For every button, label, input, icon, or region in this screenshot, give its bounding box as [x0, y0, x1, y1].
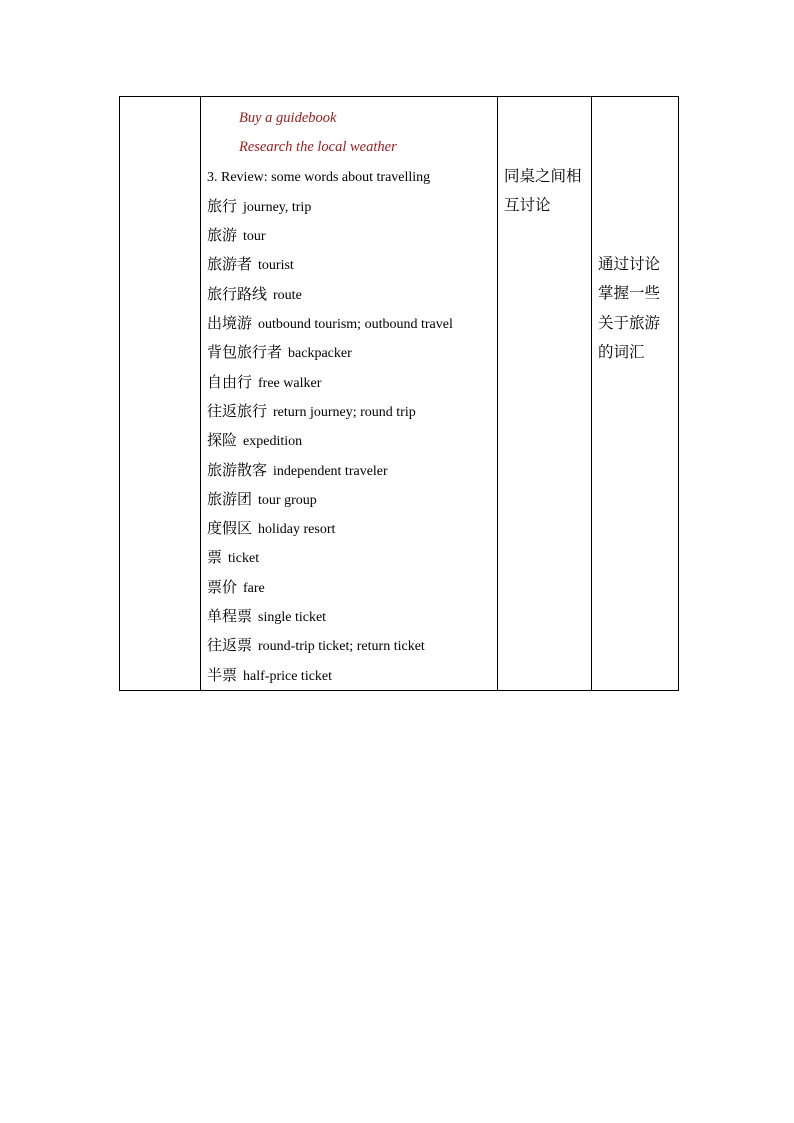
vocab-english: expedition: [243, 434, 303, 450]
vocab-chinese: 单程票: [207, 607, 253, 626]
vocab-item: [207, 250, 497, 279]
vocab-item: [207, 192, 497, 221]
vocab-item: [207, 543, 497, 572]
vocab-english: free walker: [258, 375, 322, 391]
vocab-item: [207, 631, 497, 660]
vocab-chinese: 探险: [207, 431, 238, 450]
vocab-english: return journey; round trip: [273, 404, 416, 420]
vocab-chinese: 往返旅行: [207, 401, 268, 420]
design-intent-text: [592, 97, 678, 367]
vocab-chinese: 票价: [207, 577, 238, 596]
table-row: [120, 97, 679, 691]
vocab-item: [207, 397, 497, 426]
design-intent-line: 通过讨论: [598, 255, 661, 273]
lesson-plan-table: [119, 96, 679, 691]
vocab-item: [207, 309, 497, 338]
vocab-item: [207, 485, 497, 514]
vocab-item: [207, 280, 497, 309]
vocab-english: backpacker: [288, 346, 352, 362]
vocab-chinese: 旅游: [207, 226, 238, 245]
vocab-item: [207, 661, 497, 690]
vocab-english: tour: [243, 229, 266, 245]
vocab-item: [207, 573, 497, 602]
teaching-content-cell: [201, 97, 498, 691]
vocab-item: [207, 456, 497, 485]
vocab-english: tour group: [258, 492, 317, 508]
teaching-content: [201, 97, 497, 690]
vocab-chinese: 旅游散客: [207, 460, 268, 479]
vocab-chinese: 旅游者: [207, 255, 253, 274]
student-activity-line: 互讨论: [504, 196, 551, 215]
vocab-item: [207, 426, 497, 455]
vocab-english: journey, trip: [243, 199, 312, 215]
vocab-chinese: 背包旅行者: [207, 343, 283, 362]
vocab-english: tourist: [258, 258, 294, 274]
student-activity-line: 同桌之间相: [504, 167, 582, 185]
vocab-chinese: 半票: [207, 665, 238, 684]
design-intent-cell: [592, 97, 679, 691]
vocab-english: fare: [243, 580, 265, 596]
design-intent-line: 的词汇: [598, 342, 645, 361]
vocab-item: [207, 221, 497, 250]
vocab-english: ticket: [228, 551, 260, 567]
vocab-chinese: 旅游团: [207, 489, 253, 508]
design-intent-line: 关于旅游: [598, 313, 661, 332]
vocab-chinese: 出境游: [207, 314, 253, 333]
review-heading: 3. Review: some words about travelling: [207, 169, 431, 185]
vocab-chinese: 往返票: [207, 636, 253, 655]
student-activity-text: [498, 97, 591, 221]
vocab-chinese: 票: [207, 548, 223, 567]
task-line-weather: Research the local weather: [239, 139, 397, 156]
vocab-english: half-price ticket: [243, 668, 333, 684]
vocab-chinese: 度假区: [207, 519, 253, 538]
design-intent-line: 掌握一些: [598, 284, 661, 303]
task-line-guidebook: Buy a guidebook: [239, 110, 337, 126]
blank-cell: [120, 97, 201, 691]
vocab-item: [207, 514, 497, 543]
vocab-english: independent traveler: [273, 463, 388, 479]
vocab-english: round-trip ticket; return ticket: [258, 639, 425, 655]
student-activity-cell: [498, 97, 592, 691]
vocab-english: route: [273, 287, 302, 303]
vocab-item: [207, 338, 497, 367]
vocab-english: single ticket: [258, 610, 327, 626]
vocab-chinese: 自由行: [207, 372, 253, 391]
vocab-english: outbound tourism; outbound travel: [258, 317, 453, 333]
vocab-item: [207, 602, 497, 631]
vocab-english: holiday resort: [258, 522, 336, 538]
vocab-item: [207, 368, 497, 397]
vocab-chinese: 旅行路线: [207, 284, 268, 303]
vocab-chinese: 旅行: [207, 196, 238, 215]
